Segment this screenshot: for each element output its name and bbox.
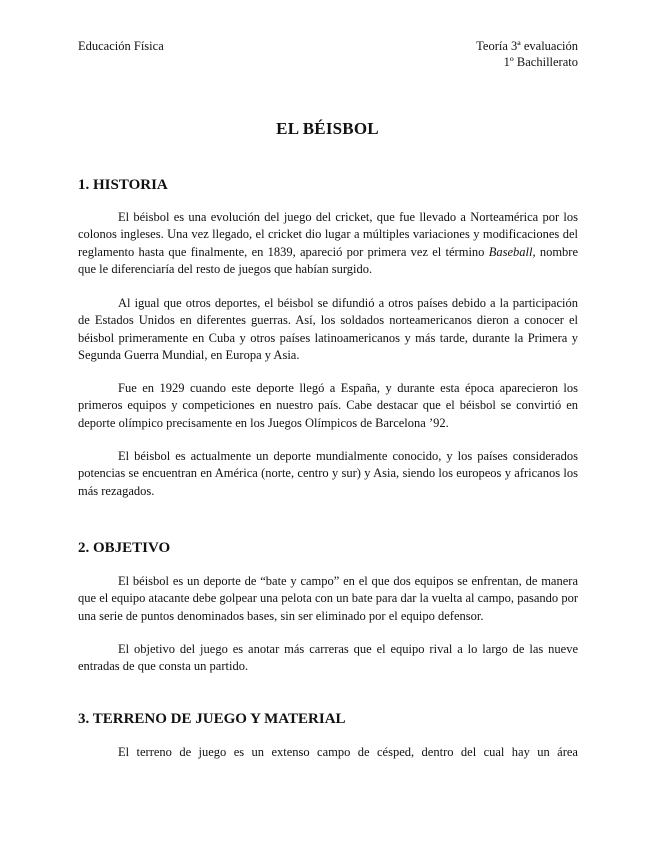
paragraph-terreno-1: El terreno de juego es un extenso campo de césped, dentro del cual hay un área (118, 745, 578, 759)
section-heading-historia: 1. HISTORIA (78, 177, 168, 193)
header-course-info (476, 38, 578, 70)
header-evaluation: Teoría 3ª evaluación (476, 39, 578, 53)
paragraph-historia-3: Fue en 1929 cuando este deporte llegó a España, y durante esta época aparecieron los primeros equipos y competiciones en nuestro país. Cabe destacar que el béisbol se convirtió en deporte olímpico precisamente en los Juegos Olímpicos de Barcelona ’92. (78, 381, 578, 430)
paragraph-historia-4: El béisbol es actualmente un deporte mundialmente conocido, y los países considerados potencias se encuentran en América (norte, centro y sur) y Asia, siendo los europeos y africanos los más rezagados. (78, 449, 578, 498)
paragraph-text: , nombre que le diferenciaría del resto de juegos que habían surgido. (78, 244, 579, 277)
paragraph-historia-1 (78, 209, 578, 279)
section-heading-terreno: 3. TERRENO DE JUEGO Y MATERIAL (78, 711, 346, 727)
header-subject: Educación Física (78, 39, 164, 53)
header-level: 1º Bachillerato (503, 55, 578, 69)
paragraph-objetivo-2: El objetivo del juego es anotar más carreras que el equipo rival a lo largo de las nueve entradas de que consta un partido. (78, 642, 578, 674)
paragraph-objetivo-1: El béisbol es un deporte de “bate y campo” en el que dos equipos se enfrentan, de manera que el equipo atacante debe golpear una pelota con un bate para dar la vuelta al campo, pasando por una serie de puntos denominados bases, sin ser eliminado por el equipo defensor. (78, 574, 578, 623)
emphasis-term: Baseball (488, 244, 533, 259)
page-title: EL BÉISBOL (276, 119, 379, 138)
paragraph-text: El béisbol es una evolución del juego del cricket, que fue llevado a Norteamérica por los colonos ingleses. Una vez llegado, el cricket dio lugar a múltiples variaciones y modificaciones del reglamento hasta que finalmente, en 1839, apareció por primera vez el término (78, 210, 578, 259)
paragraph-historia-2: Al igual que otros deportes, el béisbol se difundió a otros países debido a la participación de Estados Unidos en diferentes guerras. Así, los soldados norteamericanos dieron a conocer el béisbol primeramente en Cuba y otros países latinoamericanos y más tarde, durante la Primera y Segunda Guerra Mundial, en Europa y Asia. (78, 296, 578, 363)
section-heading-objetivo: 2. OBJETIVO (78, 540, 171, 556)
